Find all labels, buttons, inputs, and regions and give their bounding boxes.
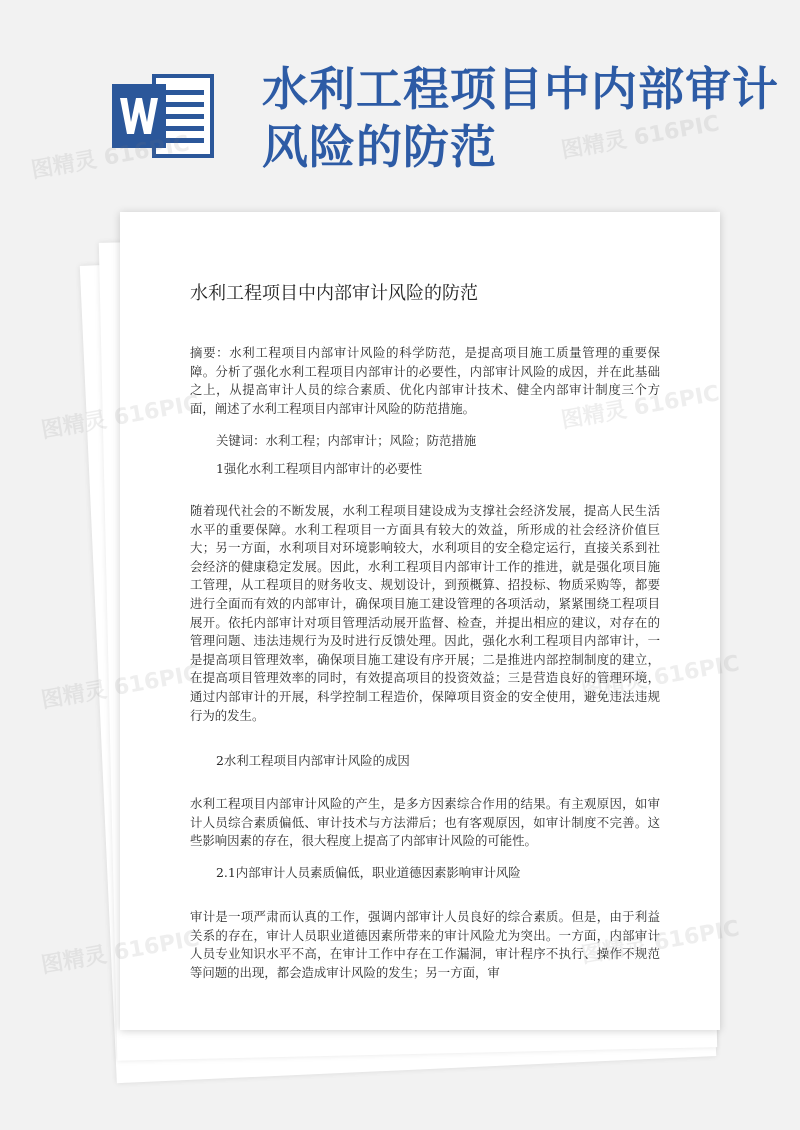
section-1-title: 1强化水利工程项目内部审计的必要性 <box>216 461 423 476</box>
section-2-1-body: 审计是一项严肃而认真的工作，强调内部审计人员良好的综合素质。但是，由于利益关系的存在，审计人员职业道德因素所带来的审计风险尤为突出。一方面，内部审计人员专业知识水平不高，在审计工作中存在工作漏洞，审计程序不执行、操作不规范等问题的出现，都会造成审计风险的发生；另一方面，审 <box>190 909 660 980</box>
document-title: 水利工程项目中内部审计风险的防范 <box>262 62 779 174</box>
word-document-icon <box>110 72 218 160</box>
section-2-title: 2水利工程项目内部审计风险的成因 <box>216 753 410 768</box>
abstract-paragraph: 摘要：水利工程项目内部审计风险的科学防范，是提高项目施工质量管理的重要保障。分析了强化水利工程项目内部审计的必要性，内部审计风险的成因，并在此基础之上，从提高审计人员的综合素质、优化内部审计技术、健全内部审计制度三个方面，阐述了水利工程项目内部审计风险的防范措施。 <box>190 345 660 416</box>
watermark: 图精灵 <box>39 407 109 444</box>
section-1-body: 随着现代社会的不断发展，水利工程项目建设成为支撑社会经济发展，提高人民生活水平的重要保障。水利工程项目一方面具有较大的效益，所形成的社会经济价值巨大；另一方面，水利项目对环境影响较大，水利项目的安全稳定运行，直接关系到社会经济的健康稳定发展。因此，水利工程项目内部审计工作的推进，就是强化项目施工管理，从工程项目的财务收支、规划设计，到预概算、招投标、物质采购等，都要进行全面而有效的内部审计，确保项目施工建设管理的各项活动，紧紧围绕工程项目展开。依托内部审计对项目管理活动展开监督、检查，并提出相应的建议，对存在的管理问题、违法违规行为及时进行反馈处理。因此，强化水利工程项目内部审计，一是提高项目管理效率，确保项目施工建设有序开展；二是推进内部控制制度的建立，在提高项目管理效率的同时，有效提高项目的投资效益；三是营造良好的管理环境，通过内部审计的开展，科学控制工程造价，保障项目资金的安全使用，避免违法违规行为的发生。 <box>190 503 660 723</box>
section-2-1-title: 2.1内部审计人员素质偏低，职业道德因素影响审计风险 <box>216 865 521 880</box>
watermark: 图精灵 <box>39 677 109 714</box>
watermark: 图精灵 616PIC <box>29 131 192 184</box>
document-page[interactable] <box>120 212 720 1030</box>
page-heading: 水利工程项目中内部审计风险的防范 <box>190 283 478 304</box>
watermark: 图精灵 <box>39 942 109 979</box>
watermark: 图精灵 616PIC <box>559 111 722 164</box>
section-2-body: 水利工程项目内部审计风险的产生，是多方因素综合作用的结果。有主观原因，如审计人员综合素质偏低、审计技术与方法滞后；也有客观原因，如审计制度不完善。这些影响因素的存在，很大程度上提高了内部审计风险的可能性。 <box>190 796 660 849</box>
keywords-line: 关键词：水利工程；内部审计；风险；防范措施 <box>216 433 477 448</box>
